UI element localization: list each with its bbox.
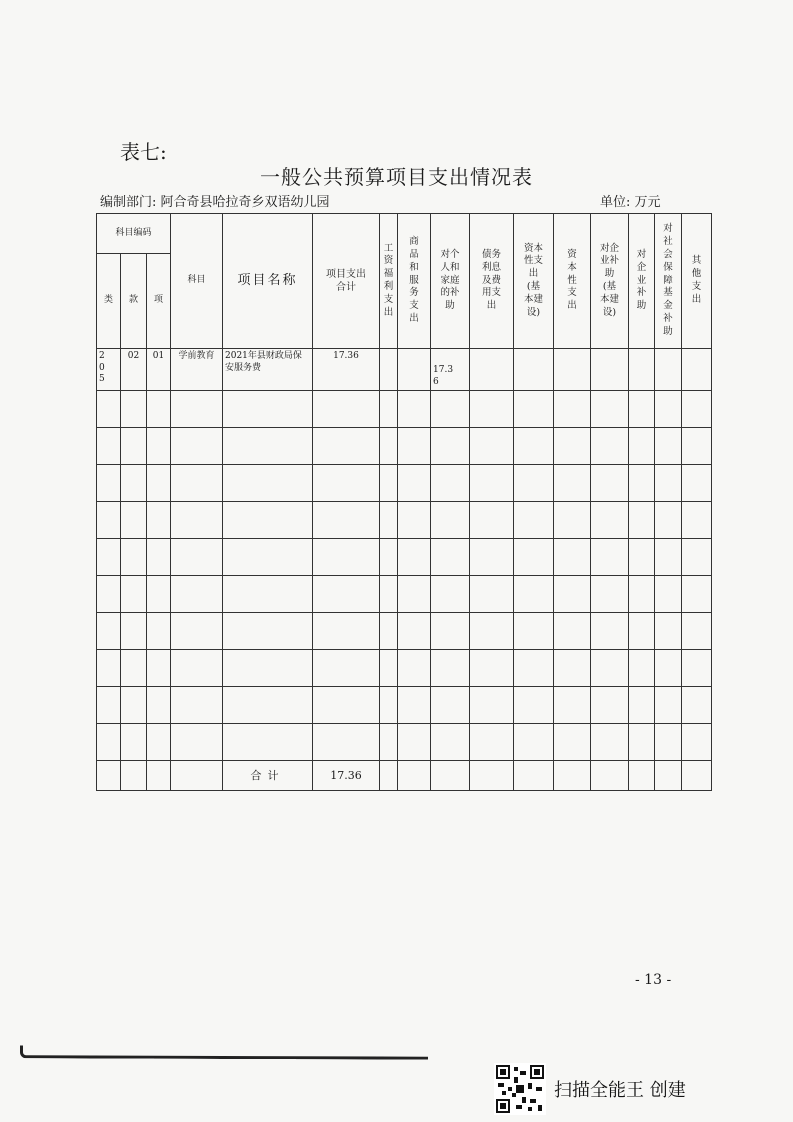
empty-row — [97, 613, 712, 650]
compiling-department: 编制部门: 阿合奇县哈拉奇乡双语幼儿园 — [100, 195, 330, 210]
header-kuan: 款 — [121, 254, 147, 349]
header-col-6: 资本性支出 — [554, 214, 591, 349]
unit-label: 单位: 万元 — [600, 195, 661, 210]
cell-xiang: 01 — [147, 349, 171, 391]
header-col-7: 对企业补助(基本建设) — [591, 214, 629, 349]
empty-row — [97, 576, 712, 613]
scanner-watermark: 扫描全能王 创建 — [554, 1080, 686, 1101]
header-total: 项目支出合计 — [313, 214, 380, 349]
summary-row — [97, 761, 712, 791]
empty-row — [97, 428, 712, 465]
page-number: - 13 - — [635, 972, 672, 988]
empty-row — [97, 391, 712, 428]
cell-subject: 学前教育 — [171, 349, 223, 391]
header-col-9: 对社会保障基金补助 — [655, 214, 682, 349]
header-lei: 类 — [97, 254, 121, 349]
expenditure-table — [96, 213, 712, 791]
cell-personal-family: 17.3 6 — [431, 349, 470, 391]
table-label: 表七: — [120, 140, 167, 164]
header-col-4: 债务利息及费用支出 — [470, 214, 514, 349]
header-subject: 科目 — [171, 214, 223, 349]
scan-edge-line — [20, 1045, 428, 1059]
empty-row — [97, 724, 712, 761]
header-project-name: 项目名称 — [223, 214, 313, 349]
cell-project-name: 2021年县财政局保安服务费 — [223, 349, 313, 391]
qr-code-icon — [494, 1063, 546, 1115]
cell-total: 17.36 — [313, 349, 380, 391]
header-col-3: 对个人和家庭的补助 — [431, 214, 470, 349]
document-title: 一般公共预算项目支出情况表 — [260, 165, 533, 189]
header-code-group: 科目编码 — [97, 214, 171, 254]
header-col-5: 资本性支出(基本建设) — [514, 214, 554, 349]
header-col-1: 工资福利支出 — [380, 214, 398, 349]
empty-row — [97, 687, 712, 724]
empty-row — [97, 502, 712, 539]
summary-total: 17.36 — [313, 761, 380, 791]
cell-lei: 2 0 5 — [97, 349, 121, 391]
empty-row — [97, 539, 712, 576]
header-col-2: 商品和服务支出 — [398, 214, 431, 349]
header-row-1 — [97, 214, 712, 254]
summary-label: 合计 — [223, 761, 313, 791]
header-col-8: 对企业补助 — [629, 214, 655, 349]
empty-row — [97, 650, 712, 687]
empty-row — [97, 465, 712, 502]
header-xiang: 项 — [147, 254, 171, 349]
header-col-10: 其他支出 — [682, 214, 712, 349]
cell-kuan: 02 — [121, 349, 147, 391]
table-row — [97, 349, 712, 391]
